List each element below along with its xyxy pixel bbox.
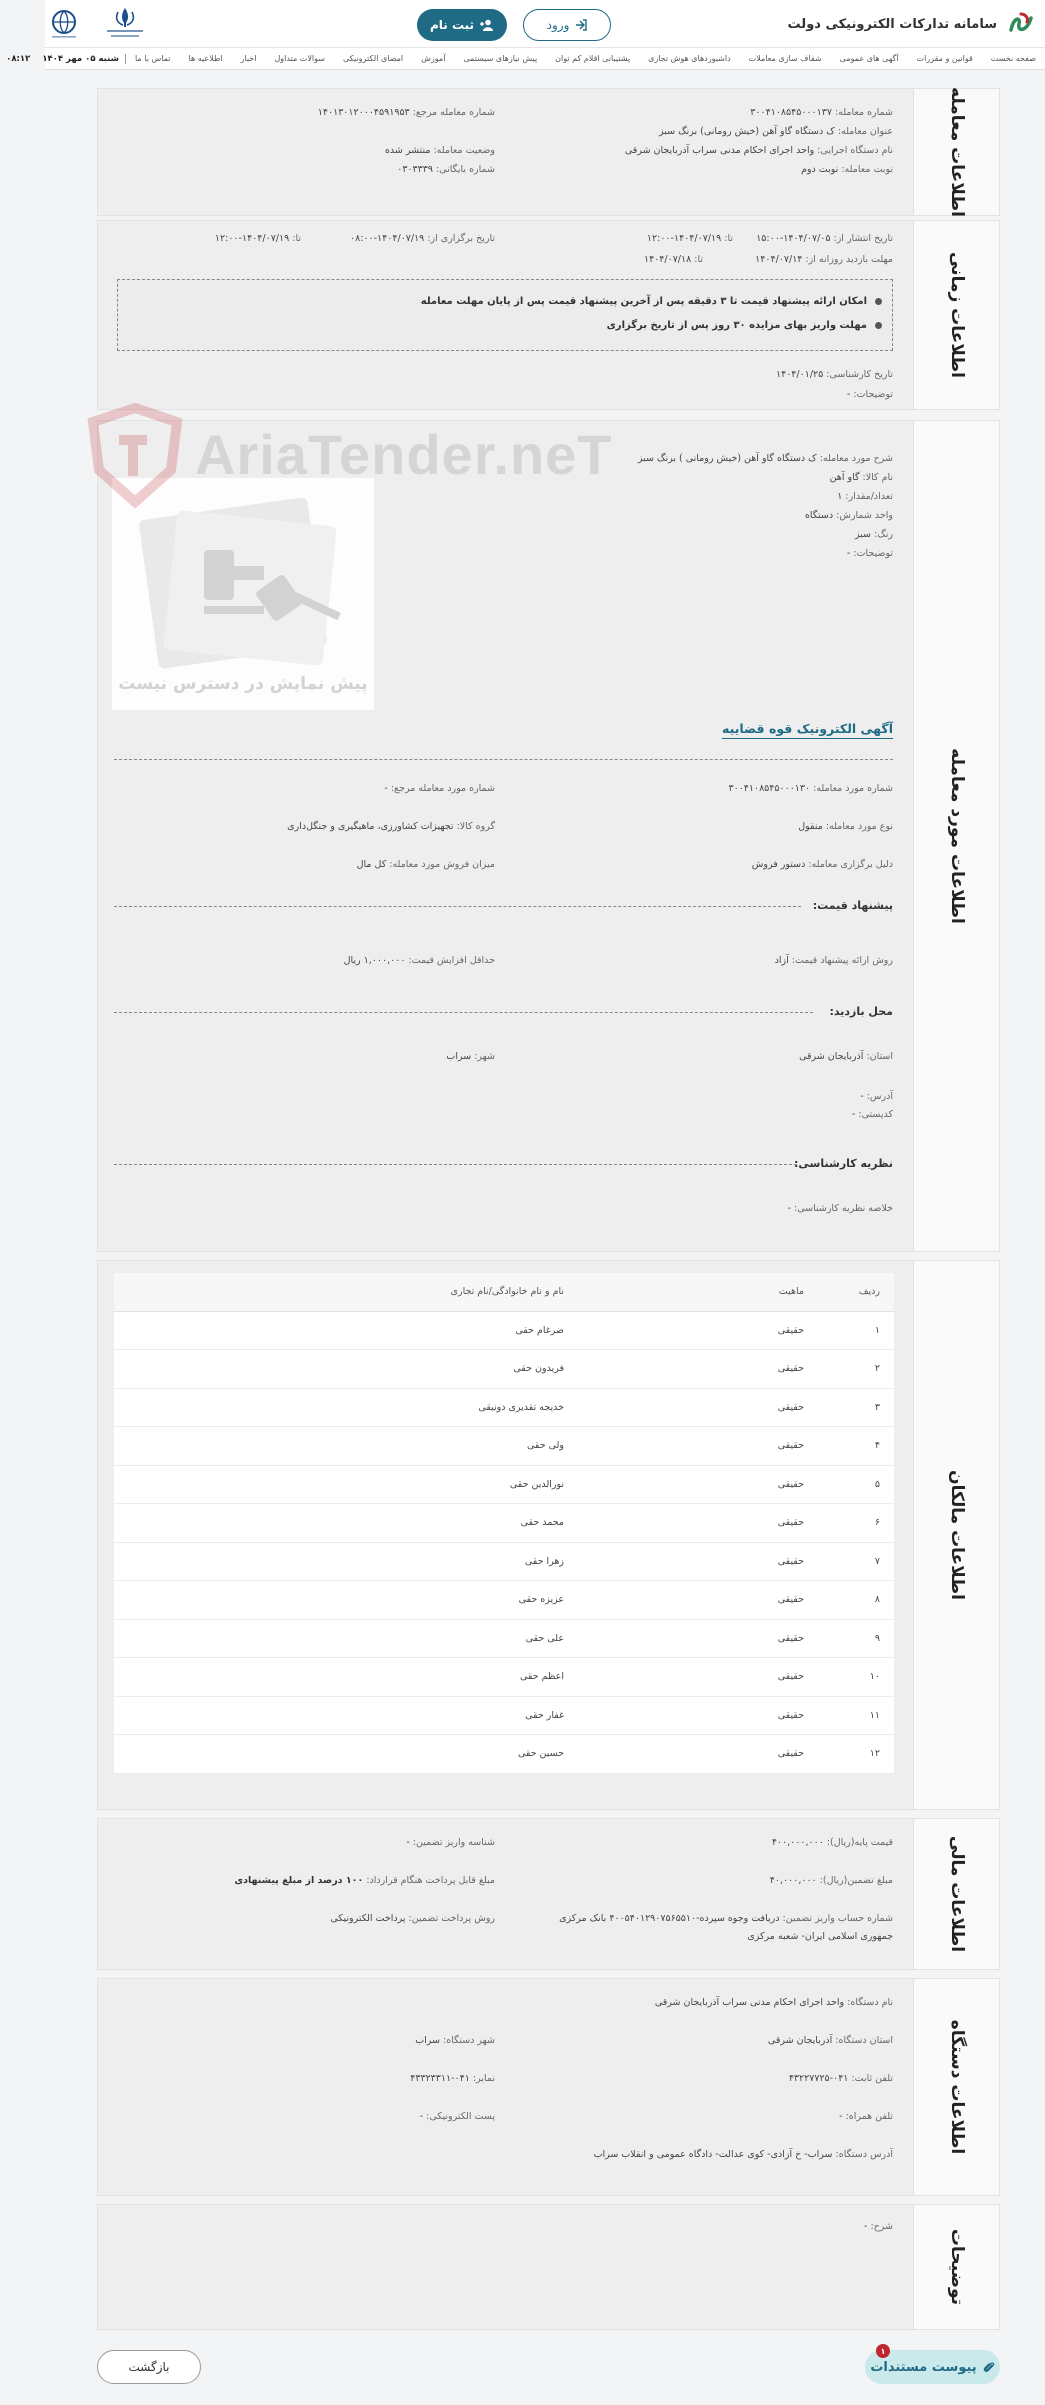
agency-email-field: پست الکترونیکی: - <box>419 2111 495 2122</box>
top-header <box>45 0 1045 48</box>
expert-opinion-title: نظریه کارشناسی: <box>794 1157 893 1170</box>
current-time: ۰۸:۱۲ <box>6 53 31 64</box>
notes-tab <box>913 2205 999 2329</box>
divider <box>114 1164 797 1165</box>
rule-bullet-1: امکان ارائه پیشنهاد قیمت تا ۳ دقیقه پس از آخرین پیشنهاد قیمت پس از پایان مهلت معامله <box>421 296 882 307</box>
offer-method-field: روش ارائه پیشنهاد قیمت: آزاد <box>774 955 893 966</box>
time-rules-box <box>117 279 893 351</box>
table-row <box>114 1619 894 1658</box>
goods-group-field: گروه کالا: تجهیزات کشاورزی، ماهیگیری و جنگل‌داری <box>287 821 495 832</box>
owner-row-number: ۳ <box>834 1388 894 1427</box>
finance-section <box>97 1818 1000 1970</box>
nav-item-laws[interactable]: قوانین و مقررات <box>916 54 973 63</box>
owners-tab <box>913 1261 999 1809</box>
main-nav <box>6 48 1045 70</box>
owner-row-number: ۵ <box>834 1465 894 1504</box>
owner-name: اعظم حقی <box>114 1658 714 1697</box>
item-number-field: شماره مورد معامله: ۳۰۰۴۱۰۸۵۴۵۰۰۰۱۳۰ <box>728 783 893 794</box>
owner-type: حقیقی <box>714 1465 834 1504</box>
owner-name: ضرغام حقی <box>114 1311 714 1350</box>
government-logos <box>45 4 155 44</box>
address-field: آدرس: - <box>860 1091 893 1102</box>
min-increase-field: حداقل افزایش قیمت: ۱,۰۰۰,۰۰۰ ریال <box>343 955 495 966</box>
publish-from-field: تاریخ انتشار از: ۱۴۰۴/۰۷/۰۵-۱۵:۰۰ <box>756 233 893 244</box>
attachments-button[interactable] <box>865 2346 1000 2384</box>
owner-row-number: ۷ <box>834 1542 894 1581</box>
nav-item-news[interactable]: اخبار <box>240 54 257 63</box>
owner-type: حقیقی <box>714 1581 834 1620</box>
owner-type: حقیقی <box>714 1350 834 1389</box>
owner-name: علی حقی <box>114 1619 714 1658</box>
time-info-tab <box>913 221 999 409</box>
item-type-field: نوع مورد معامله: منقول <box>798 821 893 832</box>
time-desc-field: توضیحات: - <box>846 389 893 400</box>
placeholder-text: پیش نمایش در دسترس نیست <box>118 674 368 694</box>
nav-item-bi-dashboards[interactable]: داشبوردهای هوش تجاری <box>648 54 731 63</box>
pay-method-field: روش پرداخت تضمین: پرداخت الکترونیکی <box>330 1913 495 1924</box>
nav-item-training[interactable]: آموزش <box>421 54 446 63</box>
bullet-dot-icon <box>875 298 882 305</box>
color-field: رنگ: سبز <box>854 529 893 540</box>
goods-name-field: نام کالا: گاو آهن <box>829 472 893 483</box>
owner-row-number: ۶ <box>834 1504 894 1543</box>
table-row <box>114 1658 894 1697</box>
owner-type: حقیقی <box>714 1619 834 1658</box>
agency-title: اطلاعات دستگاه <box>946 2019 967 2155</box>
unit-field: واحد شمارش: دستگاه <box>804 510 893 521</box>
account-field: شماره حساب واریز تضمین: دریافت وجوه سپرده-۴۰۰۵۴۰۱۲۹۰۷۵۶۵۵۱۰ بانک مرکزی <box>559 1913 893 1924</box>
nav-item-home[interactable]: صفحه نخست <box>990 54 1036 63</box>
reason-field: دلیل برگزاری معامله: دستور فروش <box>751 859 893 870</box>
table-row <box>114 1311 894 1350</box>
quantity-field: تعداد/مقدار: ۱ <box>837 491 893 502</box>
nav-item-contact[interactable]: تماس با ما <box>134 54 171 63</box>
notes-title: توضیحات <box>946 2228 967 2306</box>
archive-value: ۰۳۰۳۳۳۹ <box>397 164 433 175</box>
watermark-text: AriaTender.neT <box>195 423 613 486</box>
subject-value: ک دستگاه گاو آهن (خیش رومانی) برنگ سبز <box>658 126 835 137</box>
nav-item-transparency[interactable]: شفاف سازی معاملات <box>748 54 822 63</box>
attachments-label: پیوست مستندات <box>870 2359 977 2375</box>
executor-field: نام دستگاه اجرایی: واحد اجرای احکام مدنی سراب آذربایجان شرقی <box>624 145 893 156</box>
divider <box>114 759 893 760</box>
deal-info-section <box>97 88 1000 216</box>
account-field-line2: جمهوری اسلامی ایران- شعبه مرکزی <box>747 1931 893 1942</box>
divider <box>114 906 801 907</box>
base-price-field: قیمت پایه(ریال): ۴۰۰,۰۰۰,۰۰۰ <box>771 1837 893 1848</box>
table-row <box>114 1735 894 1774</box>
owner-type: حقیقی <box>714 1735 834 1774</box>
agency-tab <box>913 1979 999 2195</box>
expert-summary-field: خلاصه نظریه کارشناسی: - <box>787 1203 893 1214</box>
login-label: ورود <box>546 18 570 32</box>
deal-number-value: ۳۰۰۴۱۰۸۵۴۵۰۰۰۱۳۷ <box>750 107 832 118</box>
register-button[interactable] <box>417 9 507 41</box>
login-button[interactable] <box>523 9 611 41</box>
visit-place-title: محل بازدید: <box>829 1005 893 1018</box>
nav-item-prerequisites[interactable]: پیش نیازهای سیستمی <box>463 54 538 63</box>
status-value: منتشر شده <box>384 145 431 156</box>
archive-field: شماره بایگانی: ۰۳۰۳۳۳۹ <box>397 164 495 175</box>
finance-tab <box>913 1819 999 1969</box>
province-field: استان: آذربایجان شرقی <box>799 1051 893 1062</box>
guarantee-field: مبلغ تضمین(ریال): ۴۰,۰۰۰,۰۰۰ <box>769 1875 893 1886</box>
judiciary-notice-link[interactable]: آگهی الکترونیک قوه قضاییه <box>722 721 893 739</box>
column-header-type: ماهیت <box>714 1273 834 1311</box>
payable-field: مبلغ قابل پرداخت هنگام قرارداد: ۱۰۰ درصد از مبلغ پیشنهادی <box>234 1875 495 1886</box>
paperclip-icon <box>983 2360 995 2374</box>
owners-title: اطلاعات مالکان <box>946 1470 967 1600</box>
table-row <box>114 1427 894 1466</box>
owner-name: محمد حقی <box>114 1504 714 1543</box>
deposit-id-field: شناسه واریز تضمین: - <box>406 1837 495 1848</box>
owner-row-number: ۱۰ <box>834 1658 894 1697</box>
item-info-title: اطلاعات مورد معامله <box>946 748 967 924</box>
site-title: سامانه تدارکات الکترونیکی دولت <box>787 16 997 32</box>
owner-type: حقیقی <box>714 1658 834 1697</box>
notes-section <box>97 2204 1000 2330</box>
owner-name: خدیجه تقدیری دونیقی <box>114 1388 714 1427</box>
rule-bullet-2: مهلت واریز بهای مزایده ۳۰ روز پس از تاریخ برگزاری <box>607 320 882 331</box>
finance-title: اطلاعات مالی <box>946 1835 967 1953</box>
expert-date-field: تاریخ کارشناسی: ۱۴۰۴/۰۱/۲۵ <box>776 369 893 380</box>
agency-fax-field: نمابر: ۰۴۱-۴۳۳۲۳۳۱۱ <box>410 2073 495 2084</box>
publish-to-field: تا: ۱۴۰۴/۰۷/۱۹-۱۲:۰۰ <box>646 233 733 244</box>
owners-section <box>97 1260 1000 1810</box>
owner-name: حسین حقی <box>114 1735 714 1774</box>
owner-row-number: ۱۱ <box>834 1696 894 1735</box>
owner-type: حقیقی <box>714 1542 834 1581</box>
visit-to-field: تا: ۱۴۰۴/۰۷/۱۸ <box>643 254 703 265</box>
item-image-placeholder <box>112 478 374 710</box>
round-value: نوبت دوم <box>801 164 839 175</box>
nav-item-low-power-items[interactable]: پشتیبانی اقلام کم توان <box>555 54 631 63</box>
iran-emblem-logo <box>103 6 147 44</box>
attachments-count-badge: ۱ <box>876 2344 890 2358</box>
deal-info-tab <box>913 86 999 218</box>
table-row <box>114 1581 894 1620</box>
item-notes-field: توضیحات: - <box>846 548 893 559</box>
owners-table <box>114 1273 894 1774</box>
procurement-system-logo <box>47 8 81 42</box>
owner-row-number: ۸ <box>834 1581 894 1620</box>
postal-field: کدپستی: - <box>851 1109 893 1120</box>
nav-item-public-notices[interactable]: آگهی های عمومی <box>839 54 899 63</box>
column-header-name: نام و نام خانوادگی/نام تجاری <box>114 1273 714 1311</box>
item-info-tab <box>913 421 999 1251</box>
agency-province-field: استان دستگاه: آذربایجان شرقی <box>767 2035 893 2046</box>
time-info-title: اطلاعات زمانی <box>946 251 967 379</box>
city-field: شهر: سراب <box>446 1051 495 1062</box>
table-row <box>114 1388 894 1427</box>
owner-type: حقیقی <box>714 1388 834 1427</box>
ref-number-field: شماره معامله مرجع: ۱۴۰۱۳۰۱۲۰۰۰۴۵۹۱۹۵۳ <box>317 107 495 118</box>
item-desc-field: شرح مورد معامله: ک دستگاه گاو آهن (خیش رومانی ) برنگ سبز <box>637 453 893 464</box>
ref-item-field: شماره مورد معامله مرجع: - <box>384 783 495 794</box>
hold-to-field: تا: ۱۴۰۴/۰۷/۱۹-۱۲:۰۰ <box>214 233 301 244</box>
register-label: ثبت نام <box>429 18 475 32</box>
owner-row-number: ۹ <box>834 1619 894 1658</box>
nav-item-announcements[interactable]: اطلاعیه ها <box>188 54 223 63</box>
owner-row-number: ۱ <box>834 1311 894 1350</box>
table-row <box>114 1350 894 1389</box>
owner-name: عزیزه حقی <box>114 1581 714 1620</box>
owner-row-number: ۲ <box>834 1350 894 1389</box>
add-user-icon <box>480 19 494 31</box>
agency-address-field: آدرس دستگاه: سراب- خ آزادی- کوی عدالت- دادگاه عمومی و انقلاب سراب <box>593 2149 893 2160</box>
owner-type: حقیقی <box>714 1427 834 1466</box>
price-offer-title: پیشنهاد قیمت: <box>812 899 893 912</box>
back-button[interactable] <box>97 2350 201 2384</box>
visit-from-field: مهلت بازدید روزانه از: ۱۴۰۴/۰۷/۱۴ <box>755 254 893 265</box>
time-info-section <box>97 220 1000 410</box>
owner-name: نورالدین حقی <box>114 1465 714 1504</box>
site-brand[interactable] <box>788 10 1035 38</box>
login-icon <box>575 19 587 31</box>
owner-type: حقیقی <box>714 1311 834 1350</box>
deal-number-field: شماره معامله: ۳۰۰۴۱۰۸۵۴۵۰۰۰۱۳۷ <box>750 107 893 118</box>
hold-from-field: تاریخ برگزاری از: ۱۴۰۴/۰۷/۱۹-۰۸:۰۰ <box>349 233 495 244</box>
sale-amount-field: میزان فروش مورد معامله: کل مال <box>356 859 495 870</box>
owner-name: غفار حقی <box>114 1696 714 1735</box>
table-row <box>114 1465 894 1504</box>
deal-info-title: اطلاعات معامله <box>946 86 967 218</box>
owner-row-number: ۴ <box>834 1427 894 1466</box>
table-row <box>114 1504 894 1543</box>
round-field: نوبت معامله: نوبت دوم <box>801 164 893 175</box>
nav-item-faq[interactable]: سوالات متداول <box>274 54 325 63</box>
executor-value: واحد اجرای احکام مدنی سراب آذربایجان شرقی <box>624 145 815 156</box>
owner-type: حقیقی <box>714 1504 834 1543</box>
agency-mobile-field: تلفن همراه: - <box>839 2111 893 2122</box>
back-label: بازگشت <box>128 2360 170 2374</box>
site-logo-icon <box>1007 10 1035 38</box>
notes-desc-field: شرح: - <box>863 2221 893 2232</box>
divider <box>114 1012 813 1013</box>
bullet-dot-icon <box>875 322 882 329</box>
table-header-row <box>114 1273 894 1311</box>
column-header-row-no: ردیف <box>834 1273 894 1311</box>
owner-name: فریدون حقی <box>114 1350 714 1389</box>
table-row <box>114 1696 894 1735</box>
current-date: شنبه ۰۵ مهر ۱۴۰۴ <box>36 54 126 64</box>
owner-type: حقیقی <box>714 1696 834 1735</box>
owner-name: زهرا حقی <box>114 1542 714 1581</box>
owner-name: ولی حقی <box>114 1427 714 1466</box>
owner-row-number: ۱۲ <box>834 1735 894 1774</box>
nav-item-e-signature[interactable]: امضای الکترونیکی <box>342 54 404 63</box>
subject-field: عنوان معامله: ک دستگاه گاو آهن (خیش رومانی) برنگ سبز <box>658 126 893 137</box>
table-row <box>114 1542 894 1581</box>
ref-number-value: ۱۴۰۱۳۰۱۲۰۰۰۴۵۹۱۹۵۳ <box>317 107 410 118</box>
agency-city-field: شهر دستگاه: سراب <box>415 2035 495 2046</box>
agency-section <box>97 1978 1000 2196</box>
agency-phone-field: تلفن ثابت: ۰۴۱-۴۳۲۲۷۷۲۵ <box>788 2073 893 2084</box>
agency-name-field: نام دستگاه: واحد اجرای احکام مدنی سراب آذربایجان شرقی <box>654 1997 893 2008</box>
gavel-image-icon <box>112 488 374 668</box>
status-field: وضعیت معامله: منتشر شده <box>384 145 495 156</box>
